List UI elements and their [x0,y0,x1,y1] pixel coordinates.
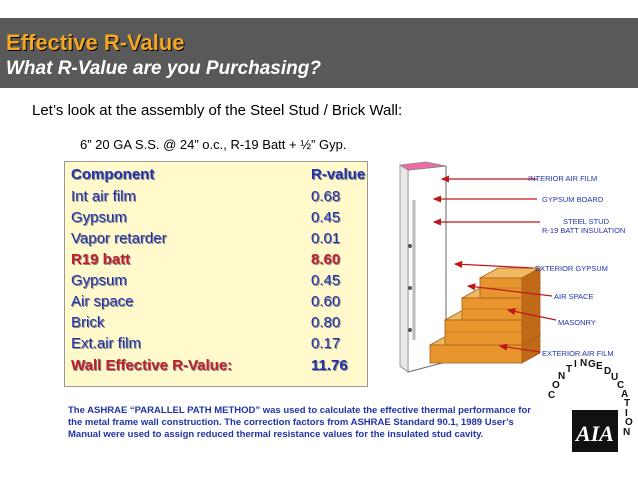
ashrae-note [68,405,588,441]
total-label: Wall Effective R-Value: [71,357,233,374]
note-line: The ASHRAE “PARALLEL PATH METHOD” was used to calculate the effective thermal performance for [68,405,531,416]
wall-spec-text: 6” 20 GA S.S. @ 24” o.c., R-19 Batt + ½” Gyp. [80,137,347,152]
total-value: 11.76 [311,357,348,374]
rvalue-cell: 0.80 [311,314,341,331]
label-interior-air-film: INTERIOR AIR FILM [528,174,598,183]
rvalue-cell: 0.68 [311,188,341,205]
component-cell: Vapor retarder [71,230,167,247]
rvalue-cell: 0.45 [311,209,341,226]
component-cell: Gypsum [71,272,127,289]
label-gypsum-board: GYPSUM BOARD [542,195,604,204]
svg-text:C O N T: C O N T I N G E D U C A T I O N [548,358,633,438]
rvalue-cell: 0.60 [311,293,341,310]
component-cell: Gypsum [71,209,127,226]
rvalue-header: R-value [311,166,366,183]
component-header: Component [71,166,155,183]
rvalue-cell: 0.17 [311,335,341,352]
component-cell: Air space [71,293,134,310]
intro-text: Let’s look at the assembly of the Steel Stud / Brick Wall: [32,102,403,119]
label-air-space: AIR SPACE [554,292,594,301]
slide-subtitle: What R-Value are you Purchasing? [6,58,321,79]
component-cell: Int air film [71,188,137,205]
component-cell: Ext.air film [71,335,142,352]
label-steel-stud: STEEL STUD [563,217,609,226]
rvalue-cell: 8.60 [311,251,341,268]
note-line: Manual were used to assign reduced thermal resistance values for the insulated stud cavity. [68,429,484,440]
note-line: the metal frame wall construction. The correction factors from ASHRAE Standard 90.1, 1989 User’s [68,417,514,428]
label-exterior-gypsum: EXTERIOR GYPSUM [535,264,608,273]
component-cell: Brick [71,314,105,331]
svg-text:AIA: AIA [576,421,614,446]
rvalue-cell: 0.45 [311,272,341,289]
slide-title: Effective R-Value [6,30,185,55]
rvalue-cell: 0.01 [311,230,341,247]
component-cell: R19 batt [71,251,131,268]
label-exterior-air-film: EXTERIOR AIR FILM [542,349,614,358]
label-masonry: MASONRY [558,318,596,327]
label-r19-batt: R-19 BATT INSULATION [542,226,626,235]
